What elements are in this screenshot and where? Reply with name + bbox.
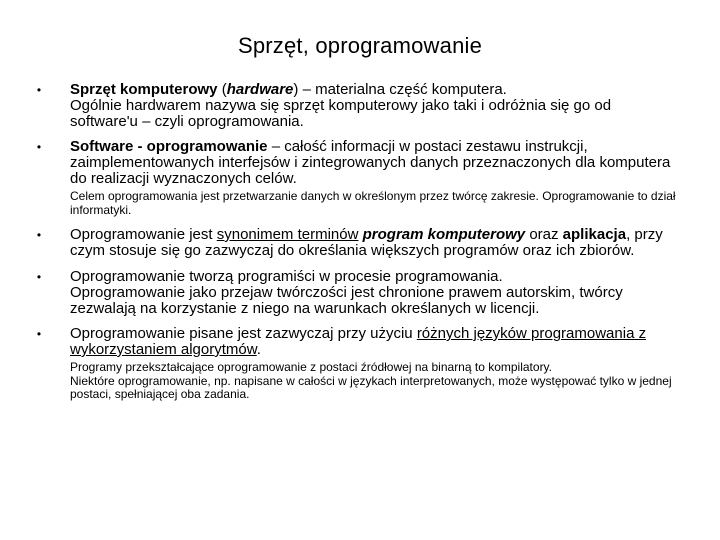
term-software: Software - oprogramowanie [70,138,268,155]
term-aplikacja: aplikacja [562,226,627,243]
term-program: program komputerowy [362,226,526,243]
slide-title: Sprzęt, oprogramowanie [237,33,483,58]
term-hardware-en: hardware [226,81,294,98]
text: Oprogramowanie pisane jest zazwyczaj przy użyciu [70,325,417,342]
bullet-icon: • [36,327,42,341]
bullet-icon: • [36,228,42,242]
text-programmers: Oprogramowanie tworzą programiści w procesie programowania. [70,268,503,285]
bullet-item-software [32,139,682,187]
sub-text-software-purpose: Celem oprogramowania jest przetwarzanie danych w określonym przez twórcę zakresie. Oprogramowanie to dział informatyki. [70,189,676,217]
bullet-icon: • [36,83,42,97]
text: , przy czym stosuje się go zazwyczaj do określania większych programów oraz ich zbiorów. [70,226,663,259]
text-hardware-def: ) – materialna część komputera. [293,81,507,98]
bullet-list [32,82,682,402]
term-hardware: Sprzęt komputerowy [70,81,218,98]
bullet-item-languages [32,326,682,358]
bullet-icon: • [36,140,42,154]
text-open-paren: ( [217,81,227,98]
bullet-item-hardware [32,82,682,130]
bullet-item-programmers [32,269,682,317]
sub-text-compilers: Programy przekształcające oprogramowanie z postaci źródłowej na binarną to kompilatory. [70,360,553,374]
bullet-icon: • [36,270,42,284]
text: Oprogramowanie jest [70,226,217,243]
text: . [256,341,261,358]
text-copyright: Oprogramowanie jako przejaw twórczości jest chronione prawem autorskim, twórcy zezwalają na korzystanie z niego na warunkach określanych w licencji. [70,284,623,317]
sub-text-interpreted: Niektóre oprogramowanie, np. napisane w całości w językach interpretowanych, może występować tylko w jednej postaci, spełniającej oba zadania. [70,373,672,401]
link-languages[interactable]: różnych języków programowania z wykorzystaniem algorytmów [70,325,647,358]
bullet-item-synonyms [32,227,682,259]
text: oraz [525,226,563,243]
text-hardware-desc: Ogólnie hardwarem nazywa się sprzęt komputerowy jako taki i odróżnia się go od software'u – czyli oprogramowania. [70,97,612,130]
text-software-def: – całość informacji w postaci zestawu instrukcji, zaimplementowanych interfejsów i zintegrowanych danych przeznaczonych dla komputera do realizacji wyznaczonych celów. [70,138,671,187]
link-synonyms[interactable]: synonimem terminów [216,226,359,243]
